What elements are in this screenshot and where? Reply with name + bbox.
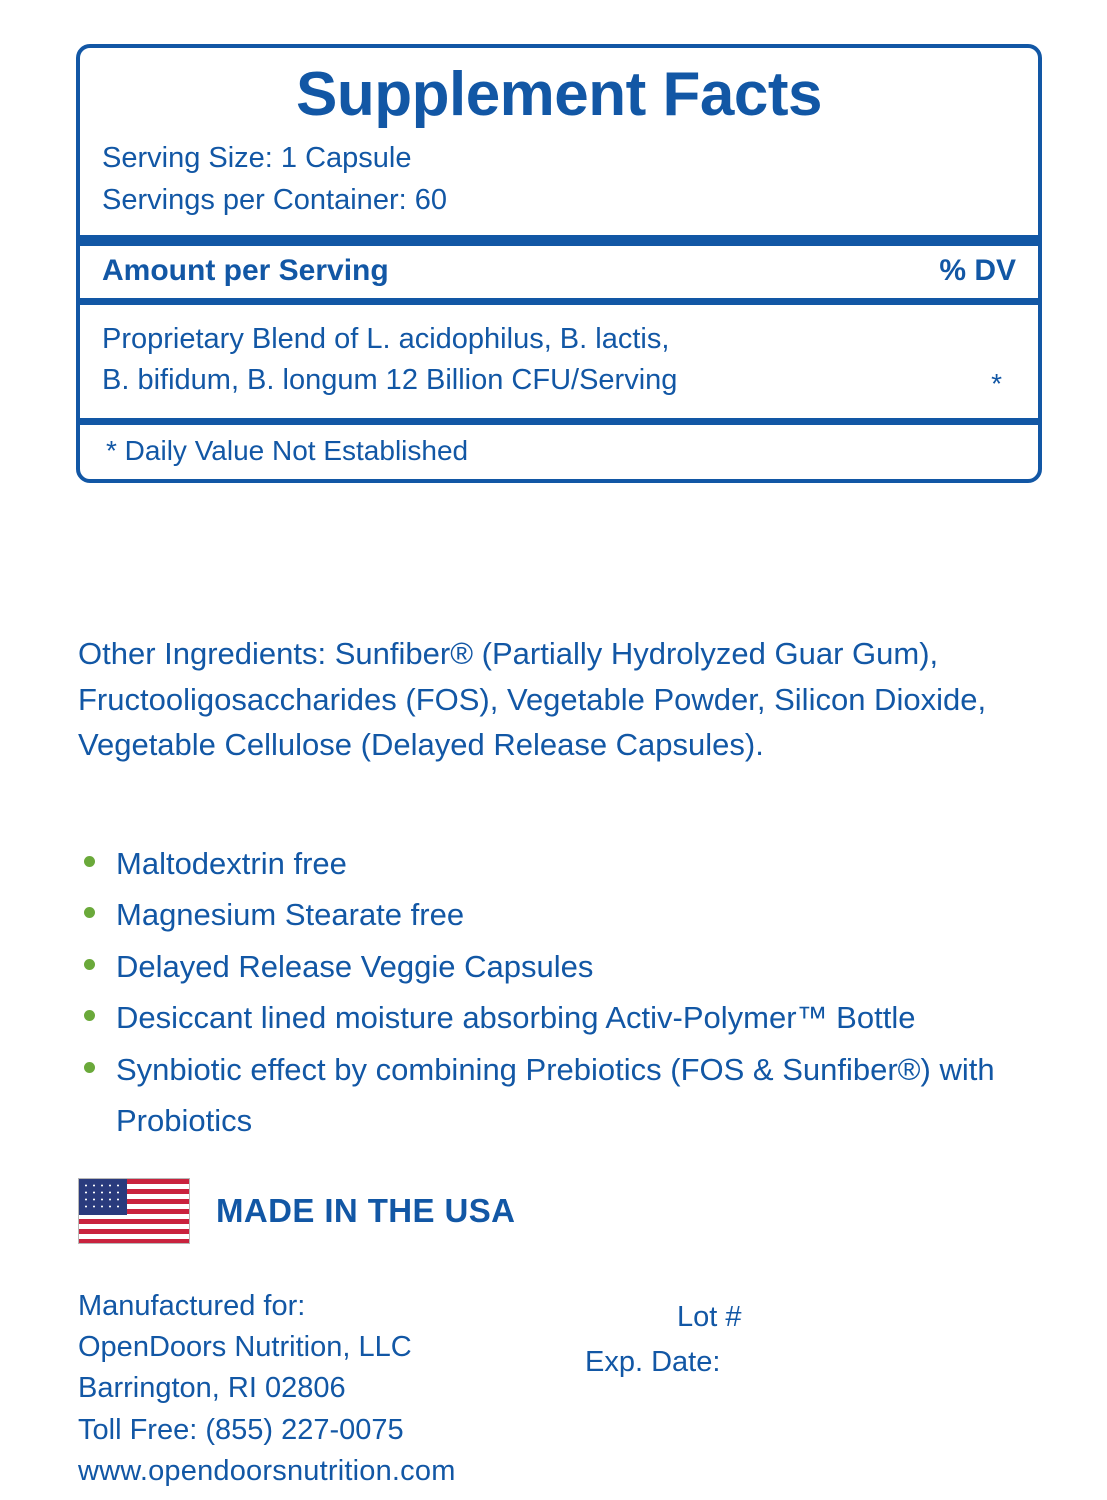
list-item bbox=[78, 992, 1068, 1043]
lot-number-label: Lot # bbox=[677, 1301, 742, 1333]
page-title: Supplement Facts bbox=[296, 60, 822, 129]
bullet-dot-icon bbox=[84, 907, 95, 918]
daily-value-footnote: * Daily Value Not Established bbox=[106, 434, 469, 466]
table-row bbox=[80, 305, 1038, 417]
manufacturer-block bbox=[78, 1286, 456, 1492]
company-website: www.opendoorsnutrition.com bbox=[78, 1454, 456, 1487]
proprietary-blend-dv: * bbox=[991, 367, 1002, 399]
manufactured-for-label: Manufactured for: bbox=[78, 1290, 306, 1322]
serving-info bbox=[80, 133, 1038, 235]
amount-per-serving-header bbox=[80, 246, 1038, 298]
bullet-dot-icon bbox=[84, 856, 95, 867]
company-phone: Toll Free: (855) 227-0075 bbox=[78, 1413, 404, 1446]
flag-canton bbox=[79, 1179, 127, 1215]
supplement-facts-panel bbox=[76, 44, 1042, 483]
list-item bbox=[78, 941, 1068, 992]
proprietary-blend-line-1: Proprietary Blend of L. acidophilus, B. lactis, bbox=[102, 323, 670, 356]
divider-thick-top bbox=[80, 235, 1038, 246]
bullet-dot-icon bbox=[84, 959, 95, 970]
list-item bbox=[78, 1044, 1068, 1147]
serving-size: Serving Size: 1 Capsule bbox=[102, 142, 412, 175]
divider-med-2 bbox=[80, 418, 1038, 425]
proprietary-blend-line-2: B. bifidum, B. longum 12 Billion CFU/Serving bbox=[102, 364, 678, 397]
divider-med-1 bbox=[80, 298, 1038, 305]
feature-bullet-list bbox=[78, 838, 1068, 1147]
list-item bbox=[78, 838, 1068, 889]
list-item-label: Maltodextrin free bbox=[116, 846, 347, 881]
lot-exp-block bbox=[585, 1295, 742, 1385]
made-in-usa-row bbox=[78, 1178, 515, 1244]
list-item-label: Magnesium Stearate free bbox=[116, 897, 465, 933]
proprietary-blend-text bbox=[102, 319, 677, 401]
usa-flag-icon bbox=[78, 1178, 190, 1244]
made-in-usa-label: MADE IN THE USA bbox=[216, 1192, 516, 1229]
list-item bbox=[78, 889, 1068, 940]
company-address: Barrington, RI 02806 bbox=[78, 1372, 346, 1405]
servings-per-container: Servings per Container: 60 bbox=[102, 184, 447, 217]
company-name: OpenDoors Nutrition, LLC bbox=[78, 1331, 412, 1364]
list-item-label: Delayed Release Veggie Capsules bbox=[116, 948, 594, 984]
exp-date-label: Exp. Date: bbox=[585, 1345, 721, 1378]
bullet-dot-icon bbox=[84, 1062, 95, 1073]
other-ingredients-text: Other Ingredients: Sunfiber® (Partially Hydrolyzed Guar Gum), Fructooligosaccharides (FOS), Vegetable Powder, Silicon Dioxide, Vegetable Cellulose (Delayed Release Capsules). bbox=[78, 636, 987, 763]
amount-per-serving-label: Amount per Serving bbox=[102, 254, 389, 288]
daily-value-header: % DV bbox=[939, 254, 1016, 288]
list-item-label: Desiccant lined moisture absorbing Activ-Polymer™ Bottle bbox=[116, 1000, 916, 1036]
list-item-label: Synbiotic effect by combining Prebiotics (FOS & Sunfiber®) with Probiotics bbox=[116, 1051, 995, 1139]
bullet-dot-icon bbox=[84, 1010, 95, 1021]
